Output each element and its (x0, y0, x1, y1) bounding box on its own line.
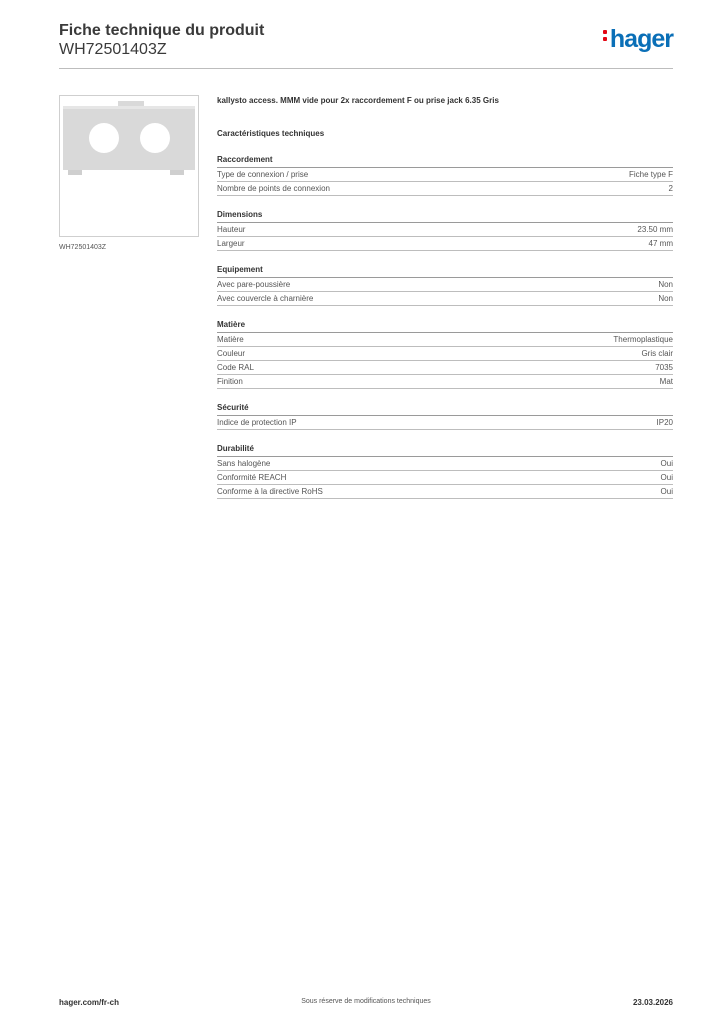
spec-group-title: Matière (217, 319, 673, 333)
logo-text: hager (609, 25, 673, 53)
spec-group-title: Durabilité (217, 443, 673, 457)
spec-label: Conformité REACH (217, 473, 287, 482)
footer-website-link[interactable]: hager.com/fr-ch (59, 998, 120, 1007)
page-header (59, 22, 673, 59)
spec-row (217, 471, 673, 485)
spec-value: 47 mm (648, 239, 673, 248)
spec-label: Couleur (217, 349, 246, 358)
spec-value: Gris clair (641, 349, 673, 358)
spec-label: Avec couvercle à charnière (217, 294, 314, 303)
spec-group-title: Equipement (217, 264, 673, 278)
spec-row (217, 361, 673, 375)
spec-value: Oui (660, 473, 673, 482)
image-caption: WH72501403Z (59, 244, 107, 251)
spec-value: 2 (668, 184, 673, 193)
spec-row (217, 457, 673, 471)
spec-row (217, 292, 673, 306)
product-image (59, 95, 199, 237)
spec-label: Type de connexion / prise (217, 170, 309, 179)
spec-group-securite (217, 402, 673, 430)
spec-group-title: Raccordement (217, 154, 673, 168)
logo-dots-icon (603, 27, 608, 44)
spec-label: Avec pare-poussière (217, 280, 291, 289)
spec-label: Hauteur (217, 225, 246, 234)
footer-disclaimer: Sous réserve de modifications techniques (301, 998, 431, 1005)
spec-label: Indice de protection IP (217, 418, 297, 427)
spec-value: Fiche type F (628, 170, 673, 179)
spec-value: Non (658, 294, 673, 303)
spec-label: Finition (217, 377, 243, 386)
spec-row (217, 347, 673, 361)
spec-group-durabilite (217, 443, 673, 499)
spec-group-equipement (217, 264, 673, 306)
spec-row (217, 223, 673, 237)
spec-value: 23.50 mm (637, 225, 673, 234)
page-title: Fiche technique du produit (59, 22, 265, 39)
spec-label: Matière (217, 335, 244, 344)
spec-row (217, 485, 673, 499)
spec-group-title: Sécurité (217, 402, 673, 416)
product-reference: WH72501403Z (59, 41, 167, 58)
spec-row (217, 237, 673, 251)
product-description: kallysto access. MMM vide pour 2x raccordement F ou prise jack 6.35 Gris (217, 96, 499, 105)
spec-label: Largeur (217, 239, 245, 248)
spec-value: Mat (659, 377, 673, 386)
spec-value: Thermoplastique (613, 335, 673, 344)
spec-group-matiere (217, 319, 673, 389)
spec-sheet (217, 95, 673, 499)
spec-label: Conforme à la directive RoHS (217, 487, 323, 496)
spec-group-raccordement (217, 154, 673, 196)
product-module-icon (60, 96, 198, 236)
spec-row (217, 182, 673, 196)
spec-row (217, 278, 673, 292)
spec-label: Code RAL (217, 363, 254, 372)
hager-logo (603, 26, 673, 52)
footer-date: 23.03.2026 (632, 998, 673, 1007)
spec-value: Non (658, 280, 673, 289)
spec-group-title: Dimensions (217, 209, 673, 223)
header-divider (59, 68, 673, 69)
spec-row (217, 333, 673, 347)
section-title: Caractéristiques techniques (217, 129, 325, 138)
spec-value: Oui (660, 487, 673, 496)
spec-value: IP20 (656, 418, 673, 427)
spec-group-dimensions (217, 209, 673, 251)
spec-row (217, 375, 673, 389)
spec-row (217, 416, 673, 430)
spec-label: Sans halogène (217, 459, 271, 468)
spec-row (217, 168, 673, 182)
spec-value: 7035 (655, 363, 673, 372)
spec-value: Oui (660, 459, 673, 468)
spec-label: Nombre de points de connexion (217, 184, 330, 193)
